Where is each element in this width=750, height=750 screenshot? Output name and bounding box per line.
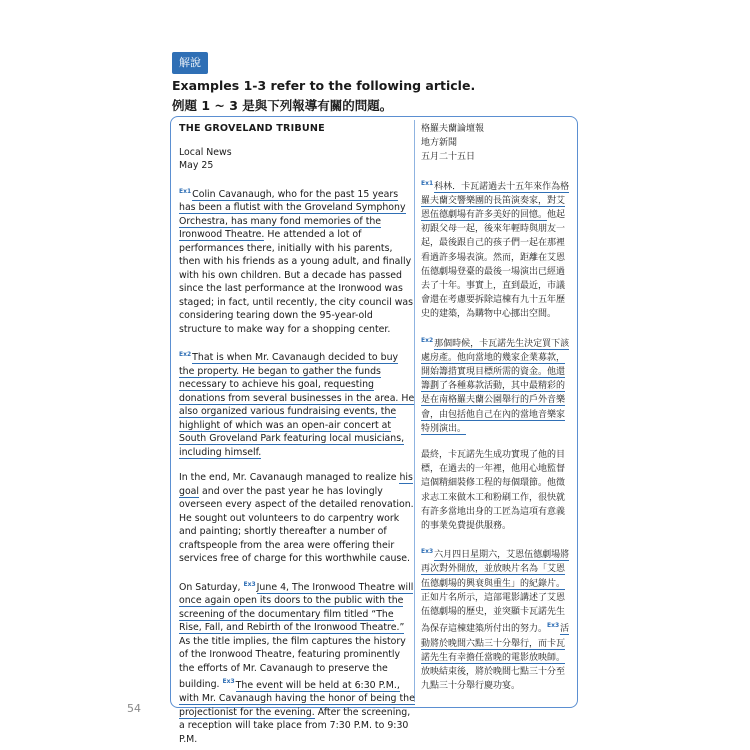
chinese-translation [421, 122, 571, 693]
newspaper-name: THE GROVELAND TRIBUNE [179, 123, 325, 134]
paragraph-4-middle-zh: 正如片名所示，這部電影講述了艾恩伍德劇場的歷史，並突顯卡瓦諾先生為保存這棟建築所付出的努力。 [421, 592, 566, 635]
heading-chinese: 例題 1 ~ 3 是與下列報導有關的問題。 [172, 98, 393, 113]
ex1-underlined-text: Colin Cavanaugh, who for the past 15 years has been a flutist with the Groveland Symphony Orchestra, has many fond memories of the Ironwood Theatre. [179, 188, 406, 241]
paragraph-4-middle: As the title implies, the film captures the history of the Ironwood Theatre, featuring prominently the efforts of Mr. Cavanaugh to preserve the building. [179, 635, 406, 691]
paragraph-1-zh [421, 177, 571, 322]
paragraph-3-lead: In the end, Mr. Cavanaugh managed to realize [179, 472, 400, 484]
paragraph-4-text: After the screening, a reception will take place from 7:30 P.M. to 9:30 P.M. [179, 706, 411, 745]
ex2-underlined-text-zh: 那個時候，卡瓦諾先生決定買下該處房產。他向當地的幾家企業募款，開始籌措實現目標所需的資金。他還籌劃了各種募款活動，其中最精彩的是在南格羅夫蘭公園舉行的戶外音樂會，由包括他自己在內的當地音樂家特別演出。 [421, 338, 570, 434]
page-number: 54 [127, 702, 141, 715]
ex3-marker-1-zh: Ex3 [421, 548, 434, 556]
paragraph-3 [179, 471, 415, 566]
paragraph-1-text-zh: 他起初跟父母一起，後來年輕時與朋友一起，最後跟自己的孩子們一起在那裡看過許多場表演。然而，距離在艾恩伍德劇場登臺的最後一場演出已經過去了十年。事實上，直到最近，市議會還在考慮要拆除這棟有九十五年歷史的建築，為購物中心挪出空間。 [421, 210, 566, 320]
article-date-zh: 五月二十五日 [421, 152, 476, 163]
his-goal-underlined: his goal [179, 472, 413, 497]
ex1-marker-zh: Ex1 [421, 179, 434, 187]
paragraph-4-text-zh: 放映結束後，將於晚間七點三十分至九點三十分舉行慶功宴。 [421, 666, 566, 692]
paragraph-1 [179, 185, 415, 337]
heading-english: Examples 1-3 refer to the following article. [172, 78, 476, 93]
newspaper-name-zh: 格羅夫蘭論壇報 [421, 124, 485, 134]
ex3-underlined-text-2-zh: 活動將於晚間六點三十分舉行，而卡瓦諾先生有幸擔任當晚的電影放映師。 [421, 624, 570, 663]
ex3-underlined-text-2: The event will be held at 6:30 P.M., with Mr. Cavanaugh having the honor of being the projectionist for the evening. [179, 679, 415, 718]
news-section-zh: 地方新聞 [421, 138, 458, 149]
ex2-marker: Ex2 [179, 351, 192, 359]
ex1-underlined-text-zh: 科林．卡瓦諾過去十五年來作為格羅夫蘭交響樂團的長笛演奏家，對艾恩伍德劇場有許多美好的回憶。 [421, 181, 570, 221]
ex3-marker-2: Ex3 [222, 678, 235, 686]
paragraph-2-zh [421, 334, 571, 436]
paragraph-2 [179, 348, 415, 459]
article-date: May 25 [179, 160, 214, 171]
paragraph-1-text: He attended a lot of performances there, initially with his parents, then with his friends as a young adult, and finally with his own children. But a decade has passed since the last performance at the Ironwood was staged; in fact, until recently, the city council was considering tearing down the 95-year-old structure to make way for a shopping center. [179, 229, 414, 335]
paragraph-4 [179, 578, 415, 746]
ex1-marker: Ex1 [179, 187, 192, 195]
ex2-underlined-text: That is when Mr. Cavanaugh decided to buy the property. He began to gather the funds necessary to achieve his goal, requesting donations from several businesses in the area. He also organized various fundraising events, the highlight of which was an open-air concert at South Groveland Park featuring local musicians, including himself. [179, 352, 415, 458]
paragraph-3-zh: 最終，卡瓦諾先生成功實現了他的目標，在過去的一年裡，他用心地監督這個精細裝修工程的每個環節。他徵求志工來做木工和粉刷工作，很快就有許多當地出身的工匠為這項有意義的事業免費提供服務。 [421, 450, 566, 532]
news-section: Local News [179, 146, 232, 158]
paragraph-4-lead: On Saturday, [179, 581, 244, 593]
paragraph-3-text: and over the past year he has lovingly overseen every aspect of the detailed renovation. He sought out volunteers to do carpentry work and painting; shortly thereafter a number of craftspeople from the area were offering their services free of charge for this worthwhile cause. [179, 485, 414, 565]
explanation-badge: 解說 [172, 52, 208, 74]
ex3-marker-2-zh: Ex3 [547, 622, 560, 630]
ex2-marker-zh: Ex2 [421, 336, 434, 344]
english-article [179, 122, 415, 746]
ex3-underlined-text-1: June 4, The Ironwood Theatre will once again open its doors to the public with the screening of the documentary film titled “The Rise, Fall, and Rebirth of the Ironwood Theatre.” [179, 581, 414, 634]
ex3-underlined-text-1-zh: 六月四日星期六，艾恩伍德劇場將再次對外開放，並放映片名為「艾恩伍德劇場的興衰與重生」的紀錄片。 [421, 550, 570, 589]
ex3-marker-1: Ex3 [243, 580, 256, 588]
paragraph-4-zh [421, 545, 571, 693]
